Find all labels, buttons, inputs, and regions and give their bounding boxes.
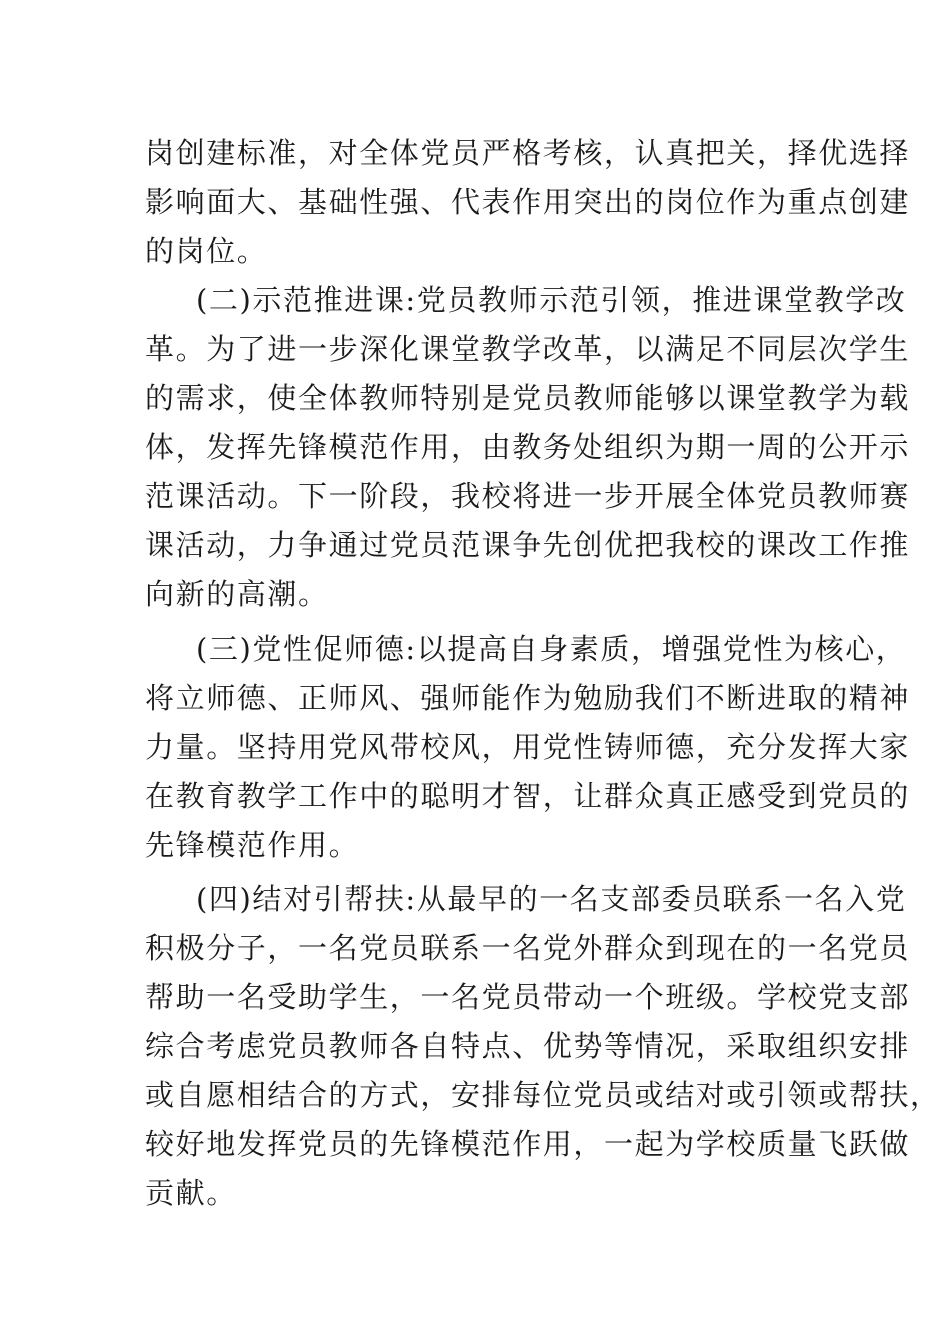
text-line: 较好地发挥党员的先锋模范作用，一起为学校质量飞跃做: [145, 1127, 911, 1161]
text-line: 先锋模范作用。: [145, 828, 360, 862]
text-line: 的需求，使全体教师特别是党员教师能够以课堂教学为载: [145, 381, 911, 415]
text-line: (二)示范推进课:党员教师示范引领，推进课堂教学改: [196, 283, 907, 317]
text-line: 力量。坚持用党风带校风，用党性铸师德，充分发挥大家: [145, 730, 911, 764]
text-line: 将立师德、正师风、强师能作为勉励我们不断进取的精神: [145, 681, 911, 715]
text-line: 岗创建标准，对全体党员严格考核，认真把关，择优选择: [145, 136, 911, 170]
text-line: 范课活动。下一阶段，我校将进一步开展全体党员教师赛: [145, 479, 911, 513]
text-line: 影响面大、基础性强、代表作用突出的岗位作为重点创建: [145, 185, 911, 219]
text-line: 帮助一名受助学生，一名党员带动一个班级。学校党支部: [145, 980, 911, 1014]
text-line: 综合考虑党员教师各自特点、优势等情况，采取组织安排: [145, 1029, 911, 1063]
text-line: 向新的高潮。: [145, 577, 329, 611]
text-line: 的岗位。: [145, 234, 268, 268]
text-line: 积极分子，一名党员联系一名党外群众到现在的一名党员: [145, 931, 911, 965]
text-line: 革。为了进一步深化课堂教学改革，以满足不同层次学生: [145, 332, 911, 366]
text-line: 或自愿相结合的方式，安排每位党员或结对或引领或帮扶，: [145, 1078, 941, 1112]
text-line: (四)结对引帮扶:从最早的一名支部委员联系一名入党: [196, 882, 907, 916]
text-line: 贡献。: [145, 1176, 237, 1210]
text-line: (三)党性促师德:以提高自身素质，增强党性为核心，: [196, 632, 907, 666]
text-line: 体，发挥先锋模范作用，由教务处组织为期一周的公开示: [145, 430, 911, 464]
text-line: 在教育教学工作中的聪明才智，让群众真正感受到党员的: [145, 779, 911, 813]
text-line: 课活动，力争通过党员范课争先创优把我校的课改工作推: [145, 528, 911, 562]
